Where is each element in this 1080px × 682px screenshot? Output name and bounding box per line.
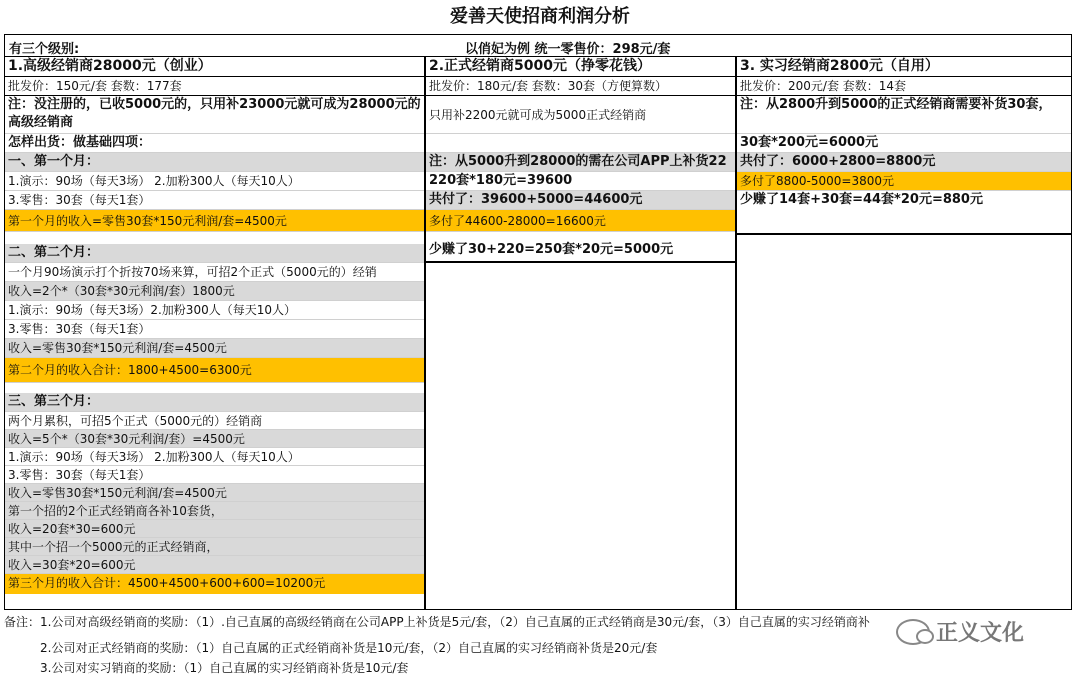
retail-price-label: 以俏妃为例 统一零售价：298元/套 bbox=[465, 42, 671, 57]
col3-calc2: 共付了：6000+2800=8800元 bbox=[737, 153, 1071, 172]
col1-heading: 1.高级经销商28000元（创业） bbox=[5, 57, 424, 77]
note-line-2: 2.公司对正式经销商的奖励：（1）自己直属的正式经销商补货是10元/套，（2）自己直属的实习经销商补货是20元/套 bbox=[40, 641, 658, 655]
month2-total: 第二个月的收入合计：1800+4500=6300元 bbox=[5, 358, 424, 383]
levels-label: 有三个级别: bbox=[9, 42, 80, 57]
col2-calc3: 多付了44600-28000=16600元 bbox=[426, 210, 735, 232]
month1-title: 一、第一个月： bbox=[5, 153, 424, 172]
col3-note: 注：从2800升到5000的正式经销商需要补货30套， bbox=[737, 96, 1071, 134]
col2-calc2: 共付了：39600+5000=44600元 bbox=[426, 191, 735, 210]
col1-how: 怎样出货：做基础四项： bbox=[5, 134, 424, 153]
month3-line5: 收入=零售30套*150元利润/套=4500元 bbox=[5, 484, 424, 502]
col2-heading: 2.正式经销商5000元（挣零花钱） bbox=[426, 57, 735, 77]
col1-note: 注：没注册的，已收5000元的，只用补23000元就可成为28000元的高级经销商 bbox=[5, 96, 424, 134]
col2-line1: 只用补2200元就可成为5000正式经销商 bbox=[426, 96, 735, 134]
col3-price: 批发价：200元/套 套数：14套 bbox=[737, 77, 1071, 96]
formal-dealer-column bbox=[425, 57, 736, 262]
month3-line4: 3.零售：30套（每天1套） bbox=[5, 466, 424, 484]
header-band bbox=[4, 34, 1072, 57]
watermark bbox=[896, 616, 1024, 647]
month2-line5: 收入=零售30套*150元利润/套=4500元 bbox=[5, 339, 424, 358]
month1-line2: 3.零售：30套（每天1套） bbox=[5, 191, 424, 210]
formal-dealer-empty-area bbox=[425, 262, 736, 610]
page-title: 爱善天使招商利润分析 bbox=[450, 6, 630, 27]
watermark-text: 正义文化 bbox=[936, 621, 1025, 646]
note-line-1: 备注：1.公司对高级经销商的奖励：（1）.自己直属的高级经销商在公司APP上补货是5元/套，（2）自己直属的正式经销商是30元/套，（3）自己直属的实习经销商补 bbox=[4, 615, 870, 629]
month3-line3: 1.演示：90场（每天3场） 2.加粉300人（每天10人） bbox=[5, 448, 424, 466]
month2-line2: 收入=2个*（30套*30元利润/套）1800元 bbox=[5, 282, 424, 301]
wechat-icon bbox=[896, 619, 930, 645]
month1-income: 第一个月的收入=零售30套*150元利润/套=4500元 bbox=[5, 210, 424, 232]
intern-dealer-empty-area bbox=[736, 234, 1072, 610]
month3-total: 第三个月的收入合计：4500+4500+600+600=10200元 bbox=[5, 574, 424, 594]
month2-line1: 一个月90场演示打个折按70场来算，可招2个正式（5000元的）经销 bbox=[5, 263, 424, 282]
col2-calc4: 少赚了30+220=250套*20元=5000元 bbox=[429, 242, 674, 257]
senior-dealer-column bbox=[4, 57, 425, 610]
spacer bbox=[5, 383, 424, 393]
col2-calc1: 220套*180元=39600 bbox=[426, 172, 735, 191]
intern-dealer-column bbox=[736, 57, 1072, 234]
col2-note: 注：从5000升到28000的需在公司APP上补货22 bbox=[426, 153, 735, 172]
month1-line1: 1.演示：90场（每天3场） 2.加粉300人（每天10人） bbox=[5, 172, 424, 191]
month3-line7: 收入=20套*30=600元 bbox=[5, 520, 424, 538]
spacer bbox=[426, 134, 735, 153]
col1-price: 批发价：150元/套 套数：177套 bbox=[5, 77, 424, 96]
col3-calc3: 多付了8800-5000=3800元 bbox=[737, 172, 1071, 191]
month2-title: 二、第二个月： bbox=[5, 244, 424, 263]
note-line-3: 3.公司对实习销商的奖励：（1）自己直属的实习经销商补货是10元/套 bbox=[40, 661, 409, 675]
month3-line6: 第一个招的2个正式经销商各补10套货， bbox=[5, 502, 424, 520]
month3-line8: 其中一个招一个5000元的正式经销商， bbox=[5, 538, 424, 556]
col3-calc1: 30套*200元=6000元 bbox=[737, 134, 1071, 153]
month3-line1: 两个月累积，可招5个正式（5000元的）经销商 bbox=[5, 412, 424, 430]
col3-calc4: 少赚了14套+30套=44套*20元=880元 bbox=[740, 192, 983, 207]
month2-line3: 1.演示：90场（每天3场）2.加粉300人（每天10人） bbox=[5, 301, 424, 320]
col3-heading: 3. 实习经销商2800元（自用） bbox=[737, 57, 1071, 77]
month3-title: 三、第三个月： bbox=[5, 393, 424, 412]
month2-line4: 3.零售：30套（每天1套） bbox=[5, 320, 424, 339]
spacer bbox=[5, 232, 424, 244]
month3-line9: 收入=30套*20=600元 bbox=[5, 556, 424, 574]
month3-line2: 收入=5个*（30套*30元利润/套）=4500元 bbox=[5, 430, 424, 448]
col2-price: 批发价：180元/套 套数：30套（方便算数） bbox=[426, 77, 735, 96]
